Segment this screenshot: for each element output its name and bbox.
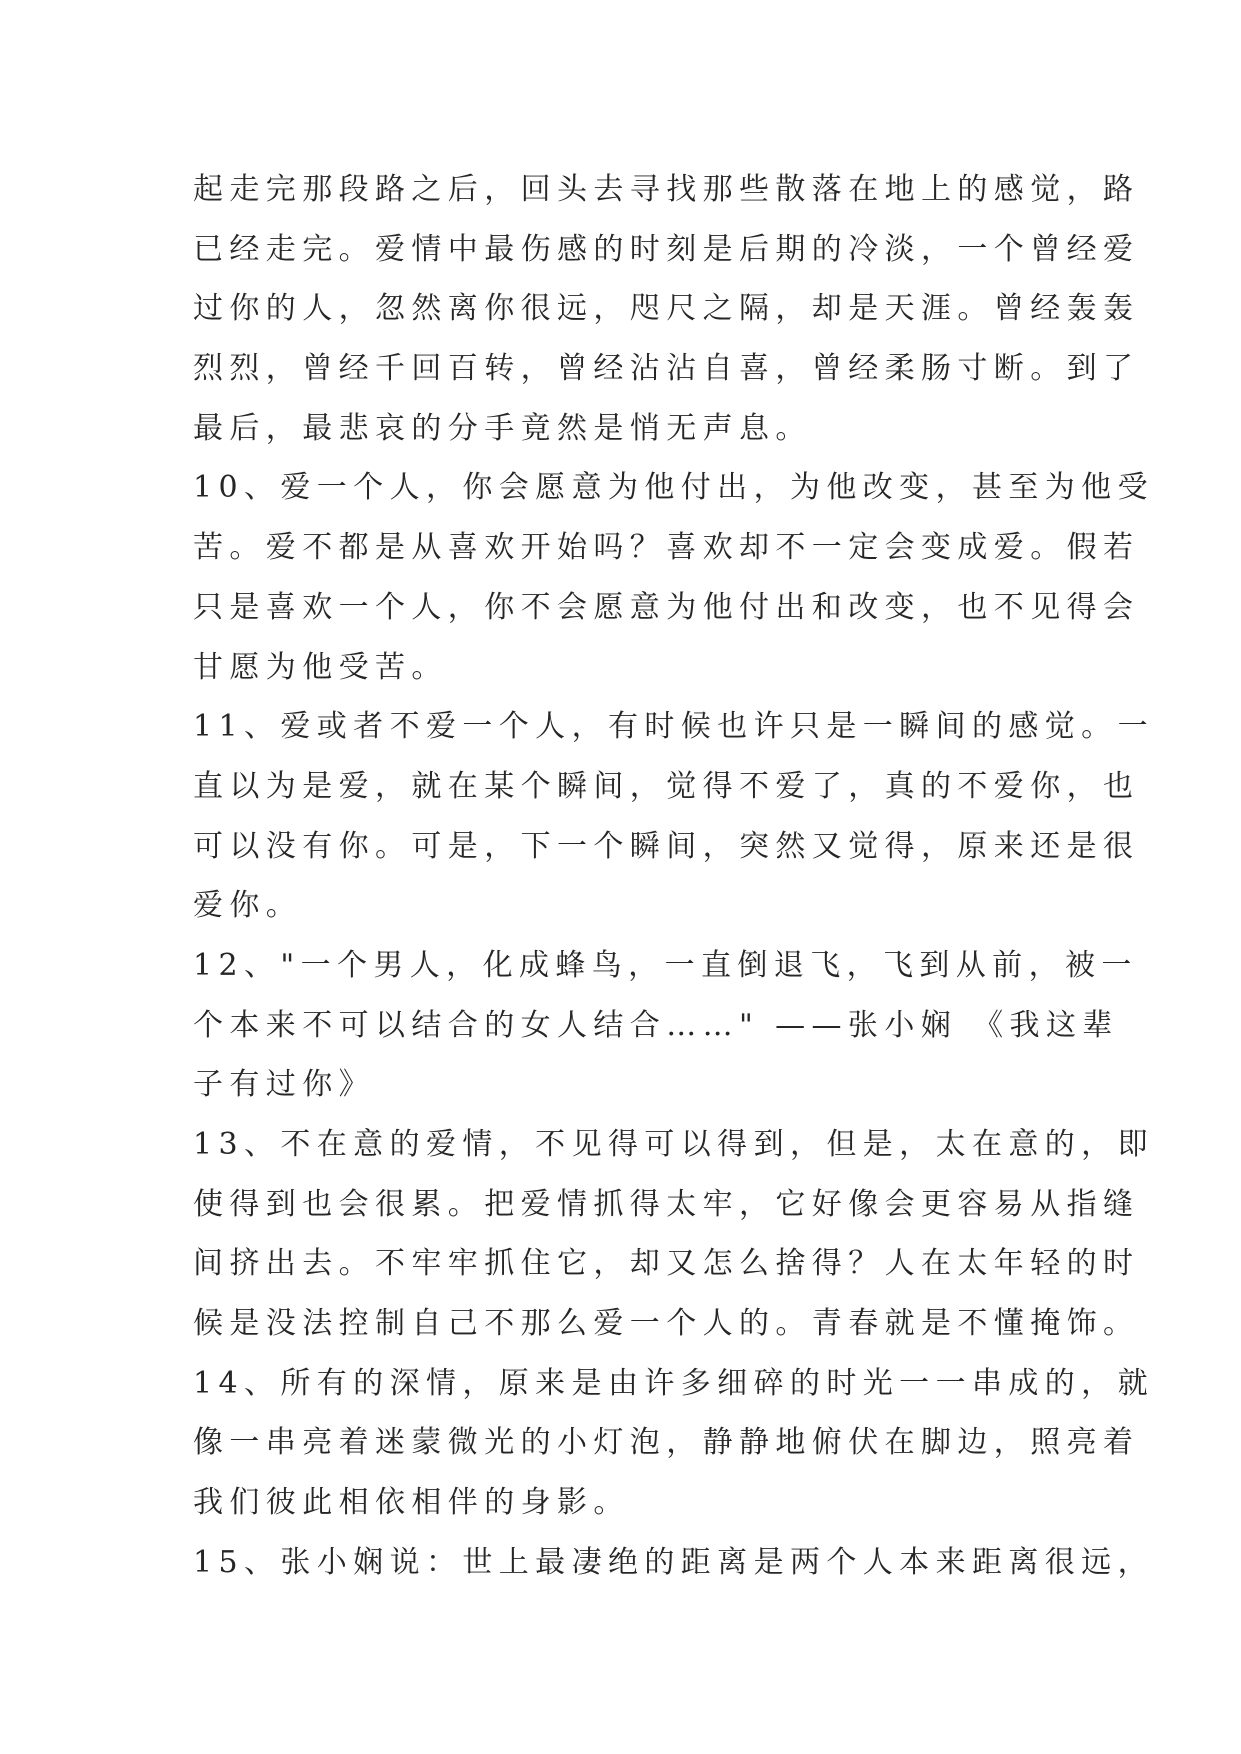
text-line: 11、爱或者不爱一个人，有时候也许只是一瞬间的感觉。一	[193, 709, 1154, 745]
body-text	[193, 160, 1154, 1593]
text-line: 苦。爱不都是从喜欢开始吗？喜欢却不一定会变成爱。假若	[193, 530, 1140, 566]
text-line: 甘愿为他受苦。	[193, 649, 448, 685]
text-line: 最后，最悲哀的分手竟然是悄无声息。	[193, 410, 812, 446]
text-line: 10、爱一个人，你会愿意为他付出，为他改变，甚至为他受	[193, 470, 1154, 506]
text-line: 直以为是爱，就在某个瞬间，觉得不爱了，真的不爱你，也	[193, 768, 1140, 804]
text-line: 13、不在意的爱情，不见得可以得到，但是，太在意的，即	[193, 1127, 1154, 1162]
text-line: 使得到也会很累。把爱情抓得太牢，它好像会更容易从指缝	[193, 1186, 1140, 1222]
text-line: 过你的人，忽然离你很远，咫尺之隔，却是天涯。曾经轰轰	[193, 291, 1140, 327]
text-line: 14、所有的深情，原来是由许多细碎的时光一一串成的，就	[193, 1365, 1154, 1401]
text-line: 只是喜欢一个人，你不会愿意为他付出和改变，也不见得会	[193, 589, 1140, 625]
text-line: 个本来不可以结合的女人结合……" ——张小娴 《我这辈	[193, 1007, 1119, 1043]
text-line: 爱你。	[193, 888, 303, 924]
text-line: 已经走完。爱情中最伤感的时刻是后期的冷淡，一个曾经爱	[193, 231, 1140, 267]
text-line: 烈烈，曾经千回百转，曾经沾沾自喜，曾经柔肠寸断。到了	[193, 351, 1140, 387]
text-line: 15、张小娴说：世上最凄绝的距离是两个人本来距离很远，	[193, 1544, 1154, 1580]
text-line: 子有过你》	[193, 1067, 375, 1103]
text-line: 我们彼此相依相伴的身影。	[193, 1485, 630, 1521]
text-line: 可以没有你。可是，下一个瞬间，突然又觉得，原来还是很	[193, 828, 1140, 864]
text-line: 12、"一个男人，化成蜂鸟，一直倒退飞，飞到从前，被一	[193, 947, 1138, 983]
text-line: 间挤出去。不牢牢抓住它，却又怎么捨得？人在太年轻的时	[193, 1246, 1140, 1282]
text-line: 起走完那段路之后，回头去寻找那些散落在地上的感觉，路	[193, 172, 1140, 207]
text-line: 候是没法控制自己不那么爱一个人的。青春就是不懂掩饰。	[193, 1306, 1140, 1342]
text-line: 像一串亮着迷蒙微光的小灯泡，静静地俯伏在脚边，照亮着	[193, 1425, 1140, 1461]
